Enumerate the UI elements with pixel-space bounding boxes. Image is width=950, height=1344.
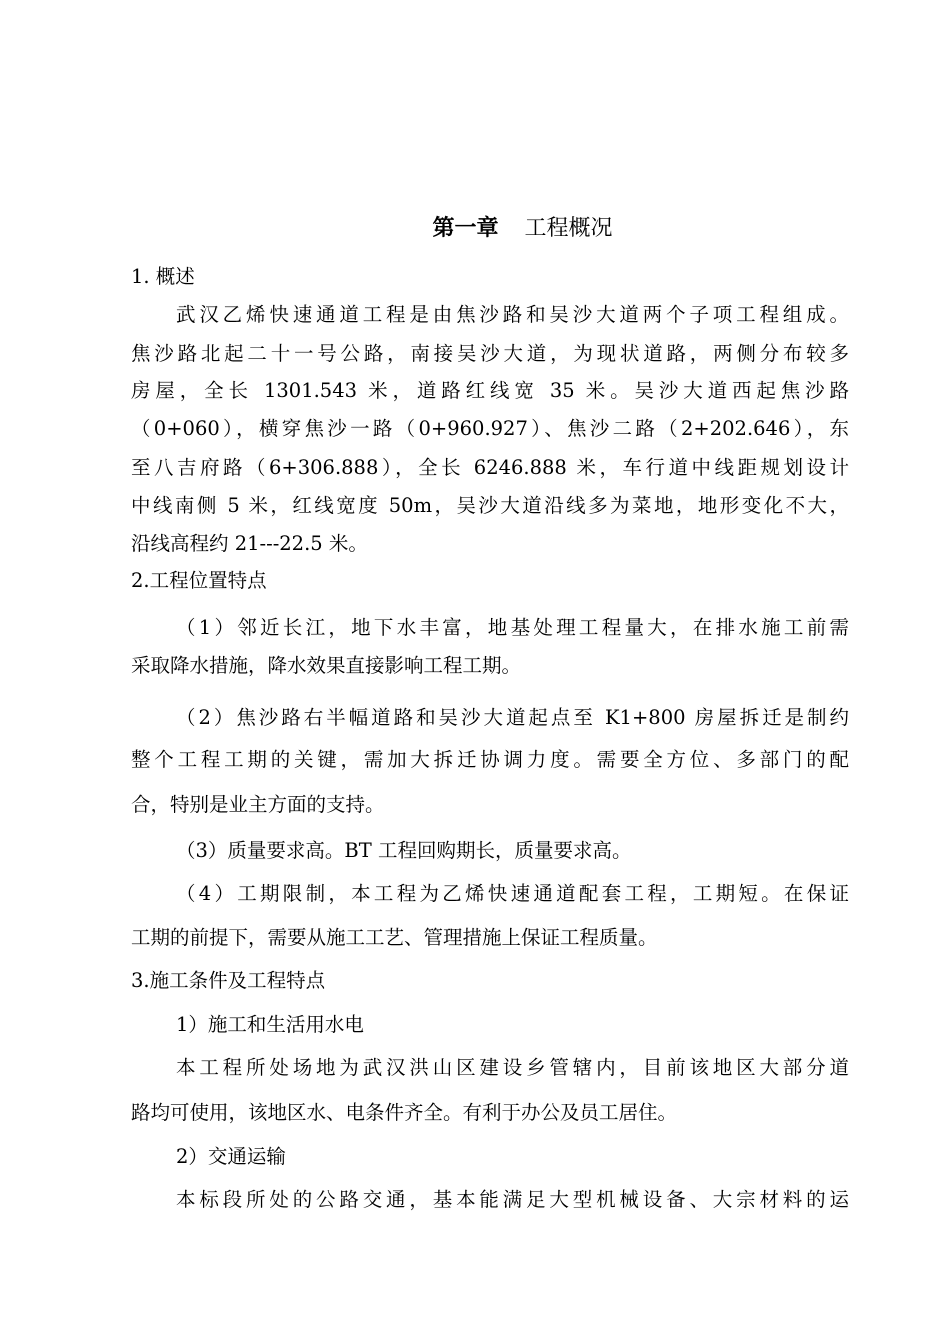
paragraph-line: 工期的前提下，需要从施工工艺、管理措施上保证工程质量。	[131, 926, 658, 949]
paragraph-line: 中线南侧 5 米，红线宽度 50m，吴沙大道沿线多为菜地，地形变化不大，	[131, 494, 849, 517]
paragraph-line: 本标段所处的公路交通，基本能满足大型机械设备、大宗材料的运	[176, 1188, 849, 1211]
chapter-heading	[0, 213, 950, 244]
paragraph-line: （3）质量要求高。BT 工程回购期长，质量要求高。	[176, 839, 632, 862]
paragraph-line: 本工程所处场地为武汉洪山区建设乡管辖内，目前该地区大部分道	[176, 1056, 849, 1079]
paragraph-line: （1）邻近长江，地下水丰富，地基处理工程量大，在排水施工前需	[176, 616, 849, 639]
section-heading-overview: 1. 概述	[131, 265, 195, 288]
paragraph-line: 合，特别是业主方面的支持。	[131, 793, 385, 816]
paragraph-line: 至八吉府路（6+306.888），全长 6246.888 米，车行道中线距规划设计	[131, 456, 849, 479]
paragraph-line: 整个工程工期的关键，需加大拆迁协调力度。需要全方位、多部门的配	[131, 748, 849, 771]
subsection-heading: 2）交通运输	[176, 1145, 286, 1168]
chapter-number: 第一章	[432, 215, 499, 241]
paragraph-line: 房屋，全长 1301.543 米，道路红线宽 35 米。吴沙大道西起焦沙路	[131, 379, 849, 402]
paragraph-line: 路均可使用，该地区水、电条件齐全。有利于办公及员工居住。	[131, 1101, 678, 1124]
paragraph-line: 武汉乙烯快速通道工程是由焦沙路和吴沙大道两个子项工程组成。	[176, 303, 849, 326]
paragraph-line: （0+060），横穿焦沙一路（0+960.927）、焦沙二路（2+202.646），东	[131, 417, 849, 440]
paragraph-line: （4）工期限制，本工程为乙烯快速通道配套工程，工期短。在保证	[176, 882, 849, 905]
paragraph-line: （2）焦沙路右半幅道路和吴沙大道起点至 K1+800 房屋拆迁是制约	[176, 706, 849, 729]
subsection-heading: 1）施工和生活用水电	[176, 1013, 364, 1036]
section-heading-location: 2.工程位置特点	[131, 569, 267, 592]
paragraph-line: 焦沙路北起二十一号公路，南接吴沙大道，为现状道路，两侧分布较多	[131, 342, 849, 365]
section-heading-conditions: 3.施工条件及工程特点	[131, 969, 326, 992]
paragraph-line: 沿线高程约 21---22.5 米。	[131, 532, 368, 555]
chapter-title: 工程概况	[524, 216, 613, 241]
paragraph-line: 采取降水措施，降水效果直接影响工程工期。	[131, 654, 522, 677]
